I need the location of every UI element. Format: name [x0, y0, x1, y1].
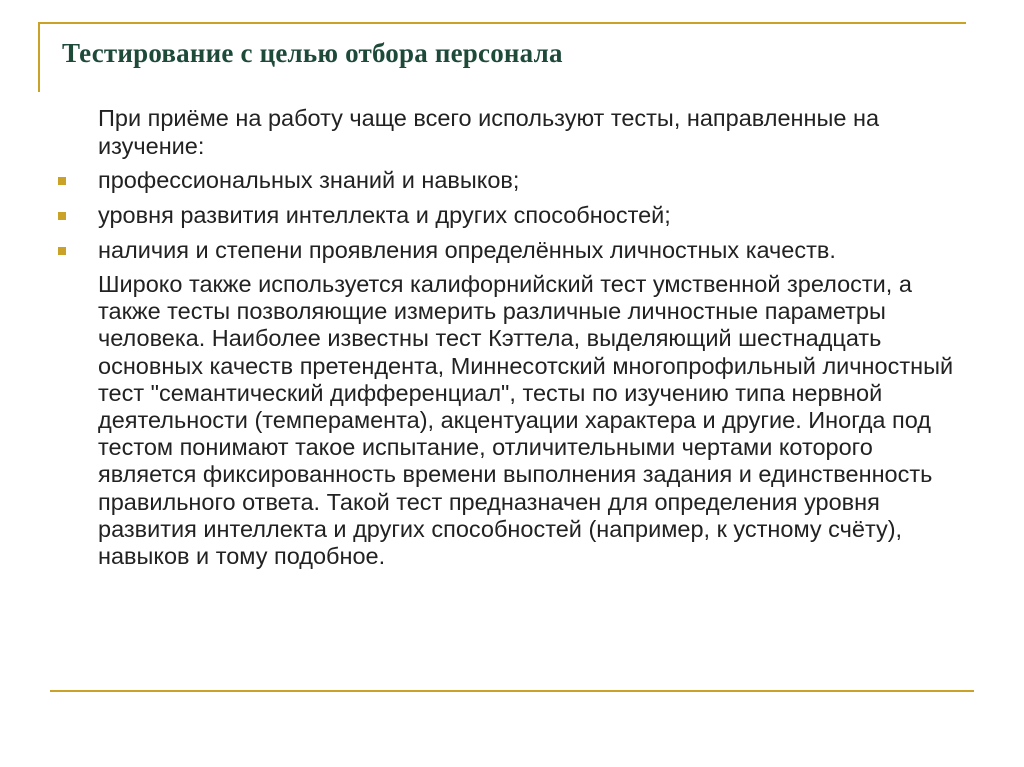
square-bullet-icon: [58, 247, 66, 255]
bullet-item: [58, 201, 968, 229]
top-divider: [38, 22, 966, 24]
bullet-text: наличия и степени проявления определённых личностных качеств.: [98, 237, 836, 263]
body-paragraph: Широко также используется калифорнийский тест умственной зрелости, а также тесты позволяющие измерить различные личностные параметры человека. Наиболее известны тест Кэттела, выделяющий шестнадцать основных качеств претендента, Миннесотский многопрофильный личностный тест "семантический дифференциал", тесты по изучению типа нервной деятельности (темперамента), акцентуации характера и другие. Иногда под тестом понимают такое испытание, отличительными чертами которого является фиксированность времени выполнения задания и единственность правильного ответа. Такой тест предназначен для определения уровня развития интеллекта и других способностей (например, к устному счёту), навыков и тому подобное.: [98, 271, 954, 570]
intro-paragraph: При приёме на работу чаще всего используют тесты, направленные на изучение:: [98, 105, 880, 159]
bottom-divider: [50, 690, 974, 692]
slide-content: [58, 104, 968, 577]
bullet-text: профессиональных знаний и навыков;: [98, 167, 520, 193]
slide-title: Тестирование с целью отбора персонала: [62, 38, 563, 68]
bullet-text: уровня развития интеллекта и других способностей;: [98, 202, 671, 228]
left-accent-divider: [38, 22, 40, 92]
bullet-item: [58, 236, 968, 264]
square-bullet-icon: [58, 212, 66, 220]
bullet-item: [58, 166, 968, 194]
square-bullet-icon: [58, 177, 66, 185]
